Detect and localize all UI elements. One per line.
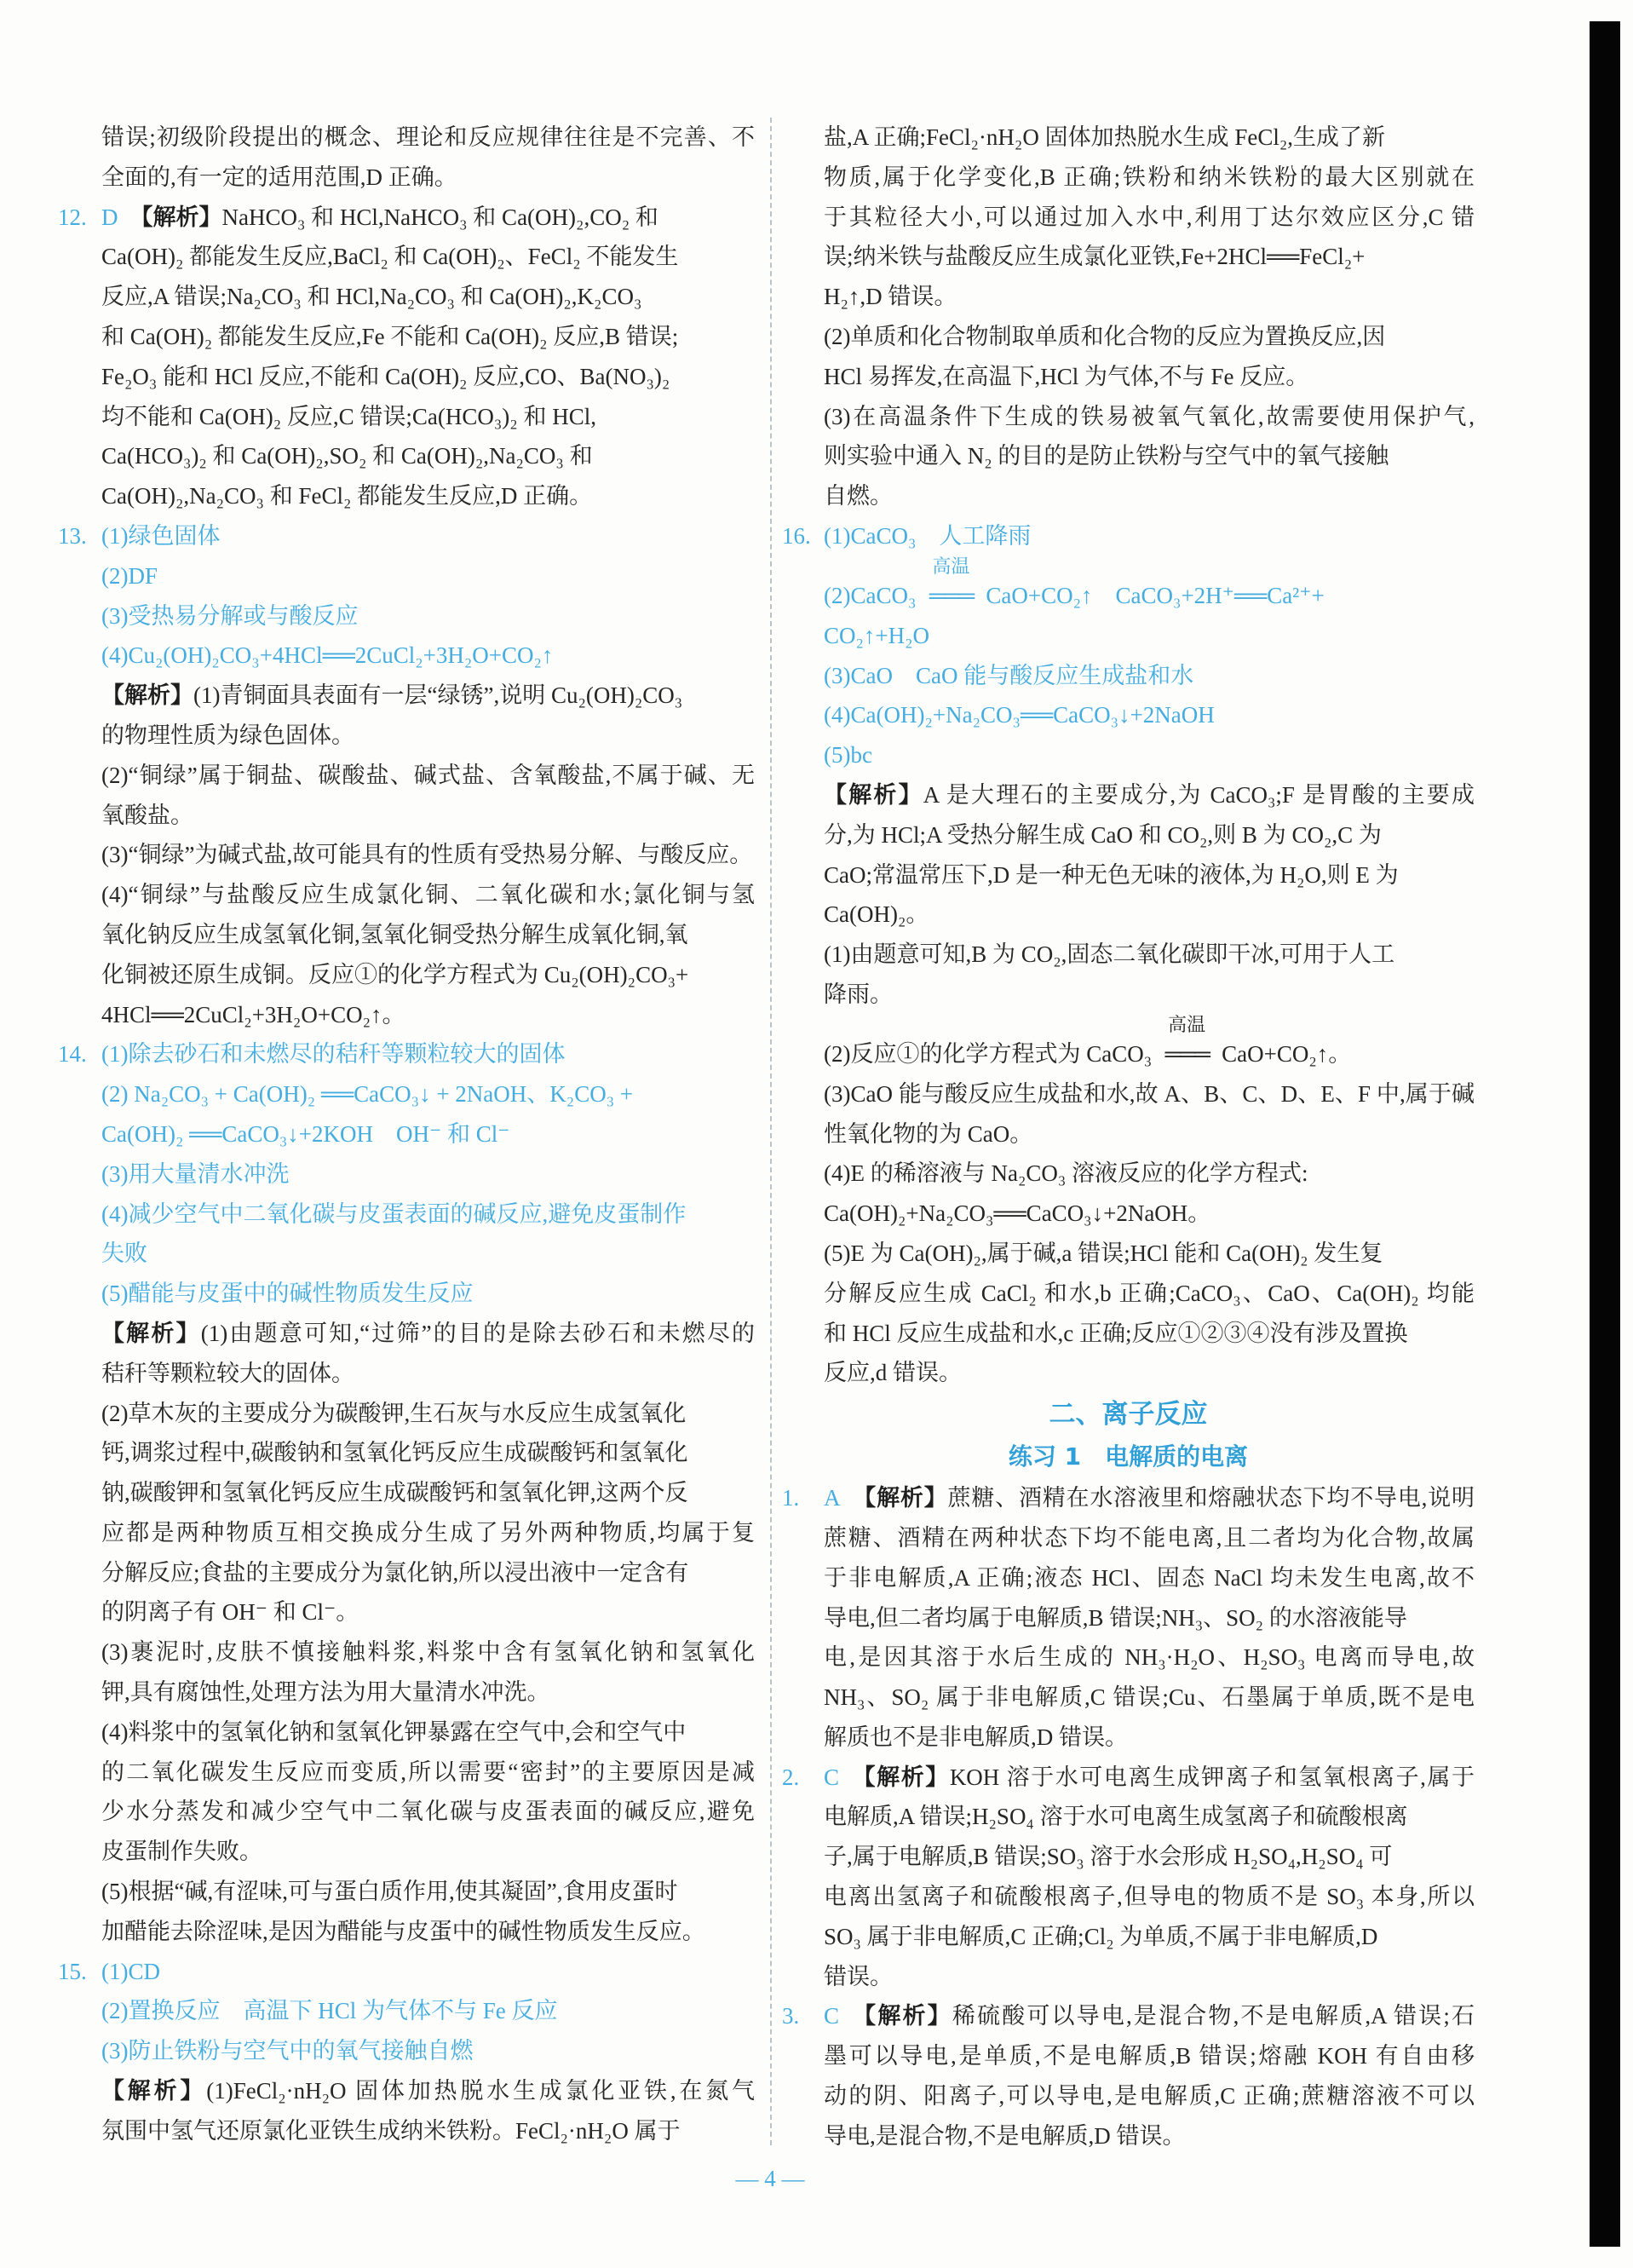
line-text: (4)“铜绿”与盐酸反应生成氯化铜、二氧化碳和水;氯化铜与氢 xyxy=(101,882,755,908)
answer-choice: A xyxy=(824,1485,841,1511)
text-line xyxy=(58,1513,755,1553)
line-text: 二、离子反应 xyxy=(1049,1399,1208,1430)
text-line xyxy=(782,317,1475,357)
text-line xyxy=(782,1274,1475,1314)
text-line xyxy=(782,2036,1475,2076)
line-text: NH₃、SO₂ 属于非电解质,C 错误;Cu、石墨属于单质,既不是电 xyxy=(824,1684,1475,1711)
text-line xyxy=(58,397,755,437)
line-text: (3)CaO 能与酸反应生成盐和水,故 A、B、C、D、E、F 中,属于碱 xyxy=(824,1080,1475,1107)
column-divider xyxy=(770,118,772,2145)
line-text: Ca(OH)₂ 都能发生反应,BaCl₂ 和 Ca(OH)₂、FeCl₂ 不能发生 xyxy=(101,244,679,270)
line-text: 分解反应生成 CaCl₂ 和水,b 正确;CaCO₃、CaO、Ca(OH)₂ 均能 xyxy=(824,1280,1475,1306)
text-line xyxy=(782,357,1475,397)
line-text: 反应,A 错误;Na₂CO₃ 和 HCl,Na₂CO₃ 和 Ca(OH)₂,K₂CO₃ xyxy=(101,284,642,310)
answer-line xyxy=(58,1194,755,1235)
answer-choice: C xyxy=(824,2003,840,2029)
line-text: (2)“铜绿”属于铜盐、碳酸盐、碱式盐、含氧酸盐,不属于碱、无 xyxy=(101,762,755,788)
page-number: — 4 — xyxy=(735,2166,805,2191)
line-text: (5)bc xyxy=(824,742,872,768)
text-line xyxy=(58,2111,755,2151)
line-text: 导电,是混合物,不是电解质,D 错误。 xyxy=(824,2122,1186,2149)
answer-choice: D xyxy=(101,204,118,230)
text-line xyxy=(58,995,755,1035)
line-text: 的阴离子有 OH⁻ 和 Cl⁻。 xyxy=(101,1599,359,1626)
line-text: 于其粒径大小,可以通过加入水中,利用丁达尔效应区分,C 错 xyxy=(824,204,1475,230)
line-text: (1)由题意可知,“过筛”的目的是除去砂石和未燃尽的 xyxy=(200,1320,756,1346)
line-text: 错误。 xyxy=(824,1963,893,1989)
line-text-continued: CaO+CO₂↑ CaCO₃+2H⁺══Ca²⁺+ xyxy=(986,582,1325,608)
line-text: (2)DF xyxy=(101,562,158,589)
text-line xyxy=(782,895,1475,935)
text-line xyxy=(58,1592,755,1632)
line-text: (2)置换反应 高温下 HCl 为气体不与 Fe 反应 xyxy=(101,1998,558,2024)
line-text: 误;纳米铁与盐酸反应生成氯化亚铁,Fe+2HCl══FeCl₂+ xyxy=(824,244,1366,270)
reaction-condition xyxy=(1153,1013,1220,1074)
text-line xyxy=(782,1478,1475,1518)
text-line xyxy=(782,1234,1475,1274)
answer-line xyxy=(58,1154,755,1194)
text-line xyxy=(782,1957,1475,1997)
line-text: 于非电解质,A 正确;液态 HCl、固态 NaCl 均未发生电离,故不 xyxy=(824,1564,1475,1591)
text-line xyxy=(782,436,1475,476)
line-text: 均不能和 Ca(OH)₂ 反应,C 错误;Ca(HCO₃)₂ 和 HCl, xyxy=(101,403,596,429)
text-line xyxy=(58,1553,755,1593)
line-text: 蔗糖、酒精在水溶液里和熔融状态下均不导电,说明 xyxy=(947,1485,1475,1511)
text-line xyxy=(58,835,755,875)
answer-line xyxy=(782,516,1475,556)
text-line xyxy=(58,357,755,397)
text-line xyxy=(58,436,755,476)
line-text: Ca(HCO₃)₂ 和 Ca(OH)₂,SO₂ 和 Ca(OH)₂,Na₂CO₃ 和 xyxy=(101,443,593,469)
line-text: 子,属于电解质,B 错误;SO₃ 溶于水会形成 H₂SO₄,H₂SO₄ 可 xyxy=(824,1844,1393,1870)
text-line xyxy=(782,1996,1475,2036)
text-line xyxy=(58,676,755,716)
line-text: (2) Na₂CO₃ + Ca(OH)₂ ══CaCO₃↓ + 2NaOH、K₂CO₃ + xyxy=(101,1081,634,1108)
line-text: (1)青铜面具表面有一层“绿锈”,说明 Cu₂(OH)₂CO₃ xyxy=(193,682,683,709)
line-text: (5)E 为 Ca(OH)₂,属于碱,a 错误;HCl 能和 Ca(OH)₂ 发生复 xyxy=(824,1240,1383,1266)
line-text: (2)草木灰的主要成分为碳酸钾,生石灰与水反应生成氢氧化 xyxy=(101,1400,687,1426)
line-text: 的二氧化碳发生反应而变质,所以需要“密封”的主要原因是减 xyxy=(101,1759,755,1785)
text-line xyxy=(782,1314,1475,1354)
text-line xyxy=(58,915,755,955)
analysis-tag: 【解析】 xyxy=(101,2078,207,2105)
reaction-condition xyxy=(917,555,984,616)
line-text: 和 HCl 反应生成盐和水,c 正确;反应①②③④没有涉及置换 xyxy=(824,1320,1408,1346)
line-text: (2)反应①的化学方程式为 CaCO₃ xyxy=(824,1040,1153,1067)
line-text: Ca(OH)₂。 xyxy=(824,901,929,928)
line-text: (4)Cu₂(OH)₂CO₃+4HCl══2CuCl₂+3H₂O+CO₂↑ xyxy=(101,642,554,669)
text-line xyxy=(58,796,755,836)
line-text: CO₂↑+H₂O xyxy=(824,622,930,648)
text-line xyxy=(58,1473,755,1513)
line-text: 反应,d 错误。 xyxy=(824,1360,962,1386)
line-text: 自燃。 xyxy=(824,483,893,509)
answer-line xyxy=(58,1274,755,1314)
line-text: 错误;初级阶段提出的概念、理论和反应规律往往是不完善、不 xyxy=(101,124,755,150)
line-text: 氧酸盐。 xyxy=(101,802,193,828)
line-text: NaHCO₃ 和 HCl,NaHCO₃ 和 Ca(OH)₂,CO₂ 和 xyxy=(221,204,658,230)
text-line xyxy=(58,716,755,756)
line-text: 墨可以导电,是单质,不是电解质,B 错误;熔融 KOH 有自由移 xyxy=(824,2043,1475,2069)
question-number: 1. xyxy=(782,1485,800,1511)
text-line xyxy=(782,935,1475,975)
analysis-tag: 【解析】 xyxy=(851,2003,952,2030)
text-line xyxy=(782,1797,1475,1837)
line-text: 氛围中氢气还原氯化亚铁生成纳米铁粉。FeCl₂·nH₂O 属于 xyxy=(101,2117,681,2144)
line-text: SO₃ 属于非电解质,C 正确;Cl₂ 为单质,不属于非电解质,D xyxy=(824,1923,1378,1949)
line-text: 钾,具有腐蚀性,处理方法为用大量清水冲洗。 xyxy=(101,1679,550,1706)
text-line xyxy=(58,2071,755,2111)
text-line xyxy=(58,277,755,317)
text-line xyxy=(58,317,755,357)
text-line xyxy=(58,756,755,796)
answer-line xyxy=(782,656,1475,696)
line-text: (1)FeCl₂·nH₂O 固体加热脱水生成氯化亚铁,在氮气 xyxy=(206,2078,756,2104)
analysis-tag: 【解析】 xyxy=(824,781,923,809)
text-line xyxy=(58,1433,755,1473)
line-text: (2)单质和化合物制取单质和化合物的反应为置换反应,因 xyxy=(824,323,1386,349)
answer-line xyxy=(58,556,755,596)
line-text: (1)由题意可知,B 为 CO₂,固态二氧化碳即干冰,可用于人工 xyxy=(824,941,1395,968)
text-line xyxy=(782,1114,1475,1154)
line-text: Ca(OH)₂,Na₂CO₃ 和 FeCl₂ 都能发生反应,D 正确。 xyxy=(101,483,593,509)
answer-line xyxy=(58,1074,755,1114)
text-line xyxy=(58,1832,755,1872)
line-text: KOH 溶于水可电离生成钾离子和氢氧根离子,属于 xyxy=(949,1764,1475,1790)
line-text: (3)受热易分解或与酸反应 xyxy=(101,602,359,629)
line-text: (3)防止铁粉与空气中的氧气接触自燃 xyxy=(101,2038,474,2064)
line-text-continued: CaO+CO₂↑。 xyxy=(1222,1040,1352,1067)
line-text: 皮蛋制作失败。 xyxy=(101,1839,262,1865)
line-text: 的物理性质为绿色固体。 xyxy=(101,722,354,748)
analysis-tag: 【解析】 xyxy=(101,1320,201,1347)
answer-choice: C xyxy=(824,1764,840,1790)
answer-line xyxy=(58,1234,755,1274)
text-line xyxy=(58,1872,755,1912)
line-text: 解质也不是非电解质,D 错误。 xyxy=(824,1724,1128,1750)
text-line xyxy=(58,1713,755,1753)
text-line xyxy=(58,1314,755,1354)
text-line xyxy=(782,397,1475,437)
line-text: 加醋能去除涩味,是因为醋能与皮蛋中的碱性物质发生反应。 xyxy=(101,1918,705,1944)
line-text: 失败 xyxy=(101,1240,147,1267)
line-text: Fe₂O₃ 能和 HCl 反应,不能和 Ca(OH)₂ 反应,CO、Ba(NO₃)₂ xyxy=(101,363,670,389)
line-text: A 是大理石的主要成分,为 CaCO₃;F 是胃酸的主要成 xyxy=(923,781,1475,808)
text-line xyxy=(58,1912,755,1952)
line-text: 降雨。 xyxy=(824,981,893,1007)
text-line xyxy=(782,815,1475,855)
text-line xyxy=(58,955,755,995)
text-line xyxy=(782,198,1475,238)
text-line xyxy=(58,1753,755,1793)
text-line xyxy=(782,975,1475,1015)
text-line xyxy=(782,1678,1475,1718)
question-number: 13. xyxy=(58,522,87,549)
text-line xyxy=(58,118,755,158)
line-text: H₂↑,D 错误。 xyxy=(824,284,957,310)
text-line xyxy=(782,476,1475,516)
line-text: (5)根据“碱,有涩味,可与蛋白质作用,使其凝固”,食用皮蛋时 xyxy=(101,1879,678,1905)
analysis-tag: 【解析】 xyxy=(129,204,222,231)
question-number: 14. xyxy=(58,1041,87,1068)
line-text: (5)醋能与皮蛋中的碱性物质发生反应 xyxy=(101,1281,474,1307)
analysis-tag: 【解析】 xyxy=(851,1764,950,1791)
question-number: 2. xyxy=(782,1764,800,1790)
analysis-tag: 【解析】 xyxy=(101,682,193,710)
answer-line xyxy=(58,1952,755,1992)
line-text: 导电,但二者均属于电解质,B 错误;NH₃、SO₂ 的水溶液能导 xyxy=(824,1604,1407,1631)
line-text: 电,是因其溶于水后生成的 NH₃·H₂O、H₂SO₃ 电离而导电,故 xyxy=(824,1644,1475,1671)
line-text: 分解反应;食盐的主要成分为氯化钠,所以浸出液中一定含有 xyxy=(101,1559,689,1586)
equals-sign: ═══ xyxy=(929,582,974,608)
left-column xyxy=(58,118,755,2151)
text-line xyxy=(58,1354,755,1394)
line-text: (3)CaO CaO 能与酸反应生成盐和水 xyxy=(824,662,1194,688)
text-line xyxy=(58,1632,755,1672)
line-text: (4)料浆中的氢氧化钠和氢氧化钾暴露在空气中,会和空气中 xyxy=(101,1718,687,1745)
text-line xyxy=(782,1758,1475,1798)
line-text: 分,为 HCl;A 受热分解生成 CaO 和 CO₂,则 B 为 CO₂,C 为 xyxy=(824,821,1382,848)
line-text: 性氧化物的为 CaO。 xyxy=(824,1120,1033,1147)
line-text: (1)绿色固体 xyxy=(101,522,221,549)
text-line xyxy=(782,118,1475,158)
line-text: (3)“铜绿”为碱式盐,故可能具有的性质有受热易分解、与酸反应。 xyxy=(101,842,753,868)
line-text: (1)CD xyxy=(101,1958,160,1984)
line-text: 物质,属于化学变化,B 正确;铁粉和纳米铁粉的最大区别就在 xyxy=(824,164,1475,190)
line-text: 盐,A 正确;FeCl₂·nH₂O 固体加热脱水生成 FeCl₂,生成了新 xyxy=(824,124,1386,150)
line-text: 全面的,有一定的适用范围,D 正确。 xyxy=(101,164,457,190)
line-text: CaO;常温常压下,D 是一种无色无味的液体,为 H₂O,则 E 为 xyxy=(824,861,1399,888)
answer-line xyxy=(782,616,1475,656)
line-text: 少水分蒸发和减少空气中二氧化碳与皮蛋表面的碱反应,避免 xyxy=(101,1799,755,1825)
text-line xyxy=(58,1394,755,1434)
text-line xyxy=(58,198,755,238)
text-line xyxy=(58,158,755,198)
text-line xyxy=(58,875,755,915)
question-number: 12. xyxy=(58,204,87,230)
text-line xyxy=(782,2116,1475,2156)
question-number: 16. xyxy=(782,522,811,549)
line-text: 秸秆等颗粒较大的固体。 xyxy=(101,1360,354,1386)
text-line xyxy=(782,1518,1475,1558)
line-text: HCl 易挥发,在高温下,HCl 为气体,不与 Fe 反应。 xyxy=(824,363,1309,389)
question-number: 15. xyxy=(58,1958,87,1984)
line-text: (1)除去砂石和未燃尽的秸秆等颗粒较大的固体 xyxy=(101,1041,566,1068)
subsection-heading xyxy=(782,1436,1475,1478)
text-line xyxy=(782,1558,1475,1598)
line-text: 4HCl══2CuCl₂+3H₂O+CO₂↑。 xyxy=(101,1001,405,1028)
answer-line xyxy=(58,516,755,556)
text-line xyxy=(782,1194,1475,1234)
answer-line xyxy=(58,2031,755,2071)
scan-edge-bar xyxy=(1590,21,1620,2247)
line-text: 动的阴、阳离子,可以导电,是电解质,C 正确;蔗糖溶液不可以 xyxy=(824,2083,1475,2110)
line-text: 电离出氢离子和硫酸根离子,但导电的物质不是 SO₃ 本身,所以 xyxy=(824,1884,1475,1910)
answer-line xyxy=(58,1114,755,1154)
answer-line xyxy=(58,1991,755,2031)
text-line xyxy=(782,1917,1475,1957)
text-line xyxy=(782,2076,1475,2116)
condition-label: 高温 xyxy=(1168,1013,1206,1035)
text-line xyxy=(782,1015,1475,1074)
answer-line xyxy=(782,556,1475,616)
line-text: 则实验中通入 N₂ 的目的是防止铁粉与空气中的氧气接触 xyxy=(824,443,1389,469)
text-line xyxy=(58,1792,755,1832)
text-line xyxy=(782,1638,1475,1678)
text-line xyxy=(782,775,1475,815)
text-line xyxy=(782,1353,1475,1393)
line-text: 化铜被还原生成铜。反应①的化学方程式为 Cu₂(OH)₂CO₃+ xyxy=(101,961,689,987)
line-text: 钠,碳酸钾和氢氧化钙反应生成碳酸钙和氢氧化钾,这两个反 xyxy=(101,1480,688,1506)
text-line xyxy=(782,237,1475,277)
line-text: (3)裹泥时,皮肤不慎接触料浆,料浆中含有氢氧化钠和氢氧化 xyxy=(101,1639,755,1666)
text-line xyxy=(782,1718,1475,1758)
section-heading xyxy=(782,1393,1475,1436)
line-text: (2)CaCO₃ xyxy=(824,582,917,608)
answer-line xyxy=(58,636,755,676)
line-text: 蔗糖、酒精在两种状态下均不能电离,且二者均为化合物,故属 xyxy=(824,1524,1475,1551)
text-line xyxy=(782,1074,1475,1114)
text-line xyxy=(782,1837,1475,1877)
answer-line xyxy=(782,735,1475,775)
line-text: (4)E 的稀溶液与 Na₂CO₃ 溶液反应的化学方程式: xyxy=(824,1160,1308,1187)
text-line xyxy=(782,1598,1475,1638)
text-line xyxy=(58,476,755,516)
answer-line xyxy=(58,1034,755,1074)
answer-line xyxy=(782,695,1475,735)
line-text: 练习 1 电解质的电离 xyxy=(1008,1442,1249,1471)
text-line xyxy=(782,158,1475,198)
line-text: (4)Ca(OH)₂+Na₂CO₃══CaCO₃↓+2NaOH xyxy=(824,702,1215,728)
equals-sign: ═══ xyxy=(1164,1040,1209,1067)
line-text: (3)在高温条件下生成的铁易被氧气氧化,故需要使用保护气, xyxy=(824,403,1475,429)
line-text: (4)减少空气中二氧化碳与皮蛋表面的碱反应,避免皮蛋制作 xyxy=(101,1200,687,1227)
text-line xyxy=(58,237,755,277)
line-text: 电解质,A 错误;H₂SO₄ 溶于水可电离生成氢离子和硫酸根离 xyxy=(824,1804,1408,1830)
right-column xyxy=(782,118,1475,2156)
line-text: 钙,调浆过程中,碳酸钠和氢氧化钙反应生成碳酸钙和氢氧化 xyxy=(101,1440,688,1466)
line-text: (3)用大量清水冲洗 xyxy=(101,1160,290,1187)
answer-line xyxy=(58,596,755,636)
text-line xyxy=(782,1877,1475,1917)
condition-label: 高温 xyxy=(932,555,970,577)
line-text: (1)CaCO₃ 人工降雨 xyxy=(824,522,1032,549)
analysis-tag: 【解析】 xyxy=(852,1485,948,1512)
text-line xyxy=(782,277,1475,317)
text-line xyxy=(782,1154,1475,1194)
line-text: Ca(OH)₂+Na₂CO₃══CaCO₃↓+2NaOH。 xyxy=(824,1200,1211,1227)
question-number: 3. xyxy=(782,2003,800,2029)
line-text: 应都是两种物质互相交换成分生成了另外两种物质,均属于复 xyxy=(101,1519,755,1546)
line-text: 氧化钠反应生成氢氧化铜,氢氧化铜受热分解生成氧化铜,氧 xyxy=(101,921,688,947)
text-line xyxy=(782,855,1475,895)
line-text: 稀硫酸可以导电,是混合物,不是电解质,A 错误;石 xyxy=(952,2003,1475,2029)
line-text: 和 Ca(OH)₂ 都能发生反应,Fe 不能和 Ca(OH)₂ 反应,B 错误; xyxy=(101,323,679,349)
text-line xyxy=(58,1672,755,1713)
line-text: Ca(OH)₂ ══CaCO₃↓+2KOH OH⁻ 和 Cl⁻ xyxy=(101,1120,510,1147)
